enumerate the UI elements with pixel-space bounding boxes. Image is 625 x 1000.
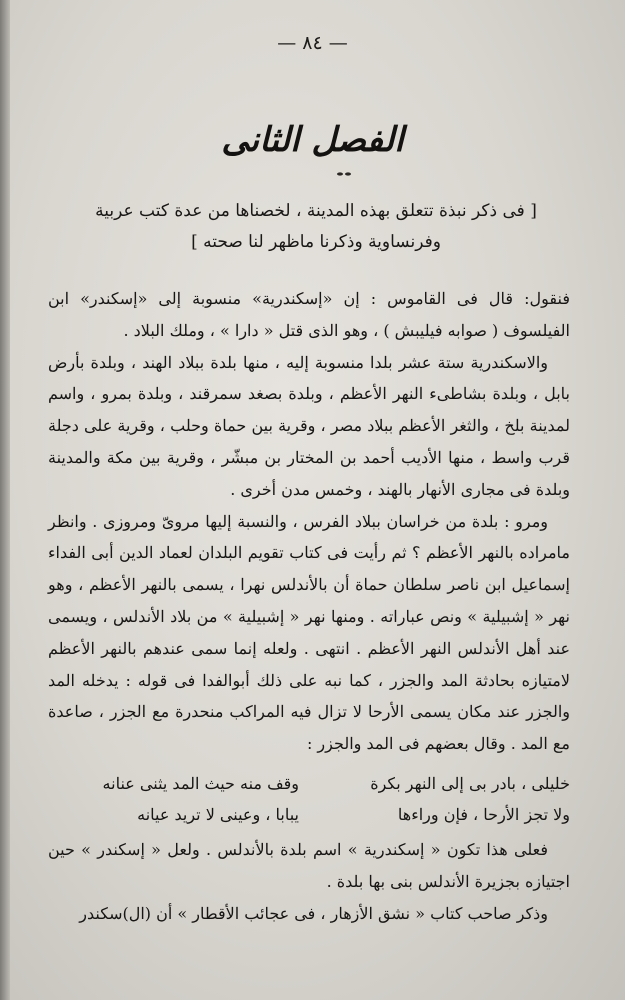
paragraph: فنقول: قال فى القاموس : إن «إسكندرية» منسوبة إلى «إسكندر» ابن الفيلسوف ( صوابه فيليبش ) ، وهو الذى قتل « دارا » ، وملك البلاد .	[48, 289, 570, 340]
paragraph: والاسكندرية ستة عشر بلدا منسوبة إليه ، منها بلدة ببلاد الهند ، وبلدة بأرض بابل ، وبلدة بشاطىء النهر الأعظم ، وبلدة بصغد سمرقند ، وبلدة بمرو ، واسم لمدينة بلخ ، والثغر الأعظم ببلاد مصر ، وقرية بين حماة وحلب ، وقرية على دجلة قرب واسط ، منها الأديب أحمد بن المختار بن مبشّر ، وقرية بين مكة والمدينة وبلدة فى مجارى الأنهار بالهند ، وخمس مدن أخرى .	[48, 352, 571, 499]
chapter-title: الفصل الثانى	[221, 120, 404, 160]
verse-hemistich: ولا تجز الأرحا ، فإن وراءها	[397, 804, 570, 824]
ornament-icon	[336, 172, 352, 176]
page-number: — ٨٤ —	[277, 32, 348, 54]
paragraph: وذكر صاحب كتاب « نشق الأزهار ، فى عجائب الأقطار » أن (ال)سكندر	[79, 903, 548, 923]
paragraph: فعلى هذا تكون « إسكندرية » اسم بلدة بالأندلس . ولعل « إسكندر » حين اجتيازه بجزيرة الأندلس بنى بها بلدة .	[48, 839, 570, 891]
body-text	[48, 283, 570, 929]
verse-hemistich: خليلى ، بادر بى إلى النهر بكرة	[370, 773, 570, 793]
chapter-subtitle: [ فى ذكر نبذة تتعلق بهذه المدينة ، لخصناها من عدة كتب عربية وفرنساوية وذكرنا ماظهر لنا صحته ]	[95, 201, 537, 252]
verse-hemistich: وقف منه حيث المد يثنى عنانه	[102, 773, 299, 793]
poem-verses	[48, 768, 570, 830]
paragraph: ومرو : بلدة من خراسان ببلاد الفرس ، والنسبة إليها مروىّ ومروزى . وانظر مامراده بالنهر الأعظم ؟ ثم رأيت فى كتاب تقويم البلدان لعماد الدين أبى الفداء إسماعيل ابن ناصر سلطان حماة أن بالأندلس نهرا ، يسمى بالنهر الأعظم ، وهو نهر « إشبيلية » ونص عباراته . ومنها نهر « إشبيلية » من بلاد الأندلس ، ويسمى عند أهل الأندلس النهر الأعظم . انتهى . ولعله إنما سمى عندهم بالنهر الأعظم لامتيازه بحادثة المد والجزر ، كما نبه على ذلك أبوالفدا فى قوله : يدخله المد والجزر عند مكان يسمى الأرحا لا تزال فيه المراكب منحدرة مع الجزر ، صاعدة مع المد . وقال بعضهم فى المد والجزر :	[48, 511, 571, 754]
verse-hemistich: يبابا ، وعينى لا تريد عيانه	[137, 804, 299, 824]
